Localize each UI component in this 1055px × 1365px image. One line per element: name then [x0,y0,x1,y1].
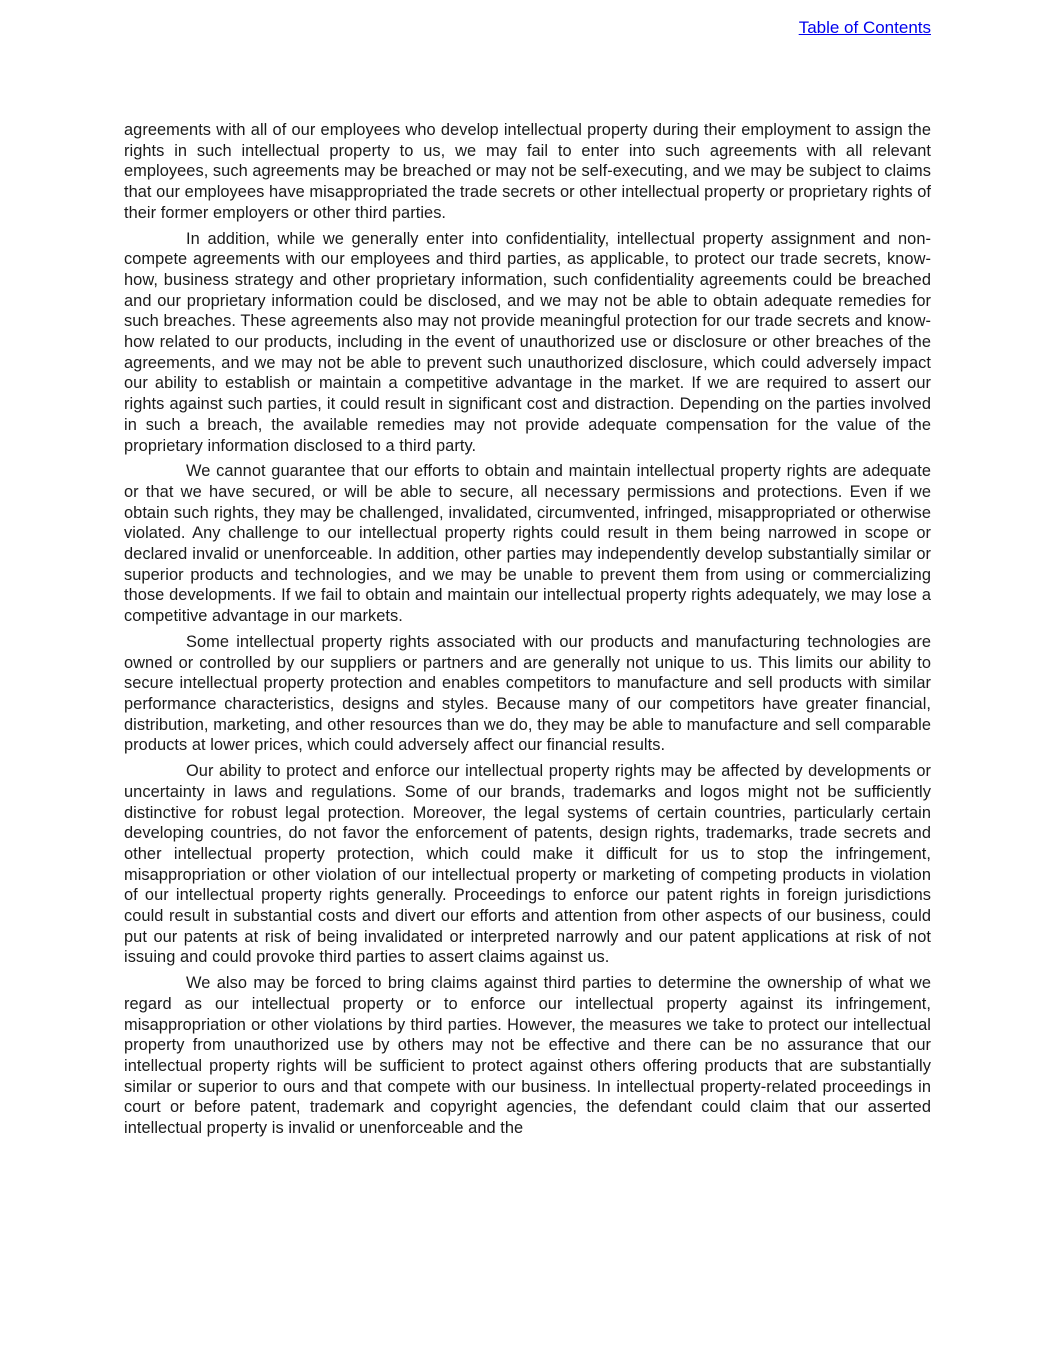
table-of-contents-link[interactable]: Table of Contents [798,18,931,37]
paragraph-confidentiality: In addition, while we generally enter into confidentiality, intellectual property assignment and non-compete agreements with our employees and third parties, as applicable, to protect our trade secrets, know-how, business strategy and other proprietary information, such confidentiality agreements could be breached and our proprietary information could be disclosed, and we may not be able to obtain adequate remedies for such breaches. These agreements also may not provide meaningful protection for our trade secrets and know-how related to our products, including in the event of unauthorized use or disclosure or other breaches of the agreements, and we may not be able to prevent such unauthorized disclosure, which could adversely impact our ability to establish or maintain a competitive advantage in the market. If we are required to assert our rights against such parties, it could result in significant cost and distraction. Depending on the parties involved in such a breach, the available remedies may not provide adequate compensation for the value of the proprietary information disclosed to a third party. [124,229,931,455]
paragraph-enforcement: Our ability to protect and enforce our intellectual property rights may be affected by developments or uncertainty in laws and regulations. Some of our brands, trademarks and logos might not be sufficiently distinctive for robust legal protection. Moreover, the legal systems of certain countries, particularly certain developing countries, do not favor the enforcement of patents, design rights, trademarks, trade secrets and other intellectual property protection, which could make it difficult for us to stop the infringement, misappropriation or other violation of our intellectual property or marketing of competing products in violation of our intellectual property rights generally. Proceedings to enforce our patent rights in foreign jurisdictions could result in substantial costs and divert our efforts and attention from other aspects of our business, could put our patents at risk of being invalidated or interpreted narrowly and our patent applications at risk of not issuing and could provoke third parties to assert claims against us. [124,762,931,967]
paragraph-rights-adequacy: We cannot guarantee that our efforts to obtain and maintain intellectual property rights are adequate or that we have secured, or will be able to secure, all necessary permissions and protections. Even if we obtain such rights, they may be challenged, invalidated, circumvented, infringed, misappropriated or otherwise violated. Any challenge to our intellectual property rights could result in them being narrowed in scope or declared invalid or unenforceable. In addition, other parties may independently develop substantially similar or superior products and technologies, and we may be unable to prevent them from using or commercializing those developments. If we fail to obtain and maintain our intellectual property rights adequately, we may lose a competitive advantage in our markets. [124,462,931,626]
document-body [124,120,931,1144]
paragraph-claims: We also may be forced to bring claims against third parties to determine the ownership of what we regard as our intellectual property or to enforce our intellectual property against its infringement, misappropriation or other violations by third parties. However, the measures we take to protect our intellectual property from unauthorized use by others may not be effective and there can be no assurance that our intellectual property rights will be sufficient to protect against others offering products that are substantially similar or superior to ours and that compete with our business. In intellectual property-related proceedings in court or before patent, trademark and copyright agencies, the defendant could claim that our asserted intellectual property is invalid or unenforceable and the [124,974,931,1138]
paragraph-suppliers: Some intellectual property rights associated with our products and manufacturing technologies are owned or controlled by our suppliers or partners and are generally not unique to us. This limits our ability to secure intellectual property protection and enables competitors to manufacture and sell products with similar performance characteristics, designs and styles. Because many of our competitors have greater financial, distribution, marketing, and other resources than we do, they may be able to manufacture and sell comparable products at lower prices, which could adversely affect our financial results. [124,632,931,755]
paragraph-continued: agreements with all of our employees who develop intellectual property during their employment to assign the rights in such intellectual property to us, we may fail to enter into such agreements with all relevant employees, such agreements may be breached or may not be self-executing, and we may be subject to claims that our employees have misappropriated the trade secrets or other intellectual property or proprietary rights of their former employers or other third parties. [124,121,931,222]
